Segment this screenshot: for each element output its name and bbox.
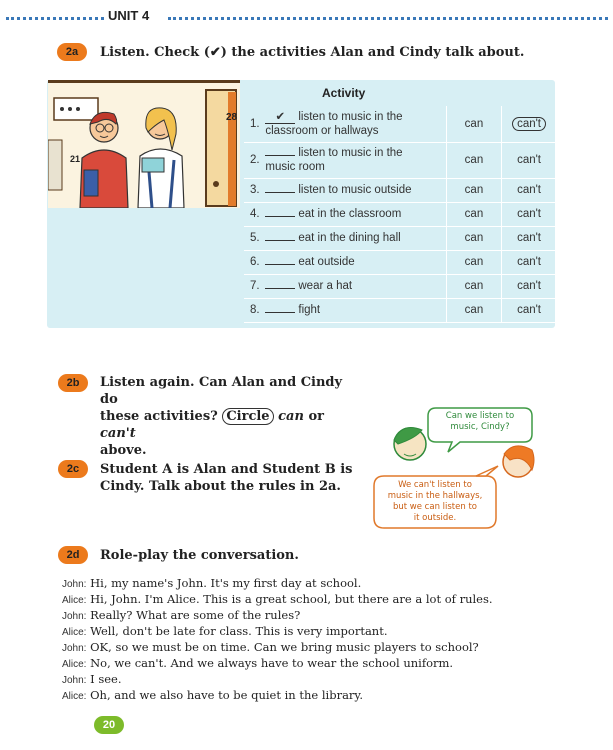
dialogue-line bbox=[62, 639, 582, 655]
page-number: 20 bbox=[94, 716, 124, 734]
utterance: No, we can't. And we always have to wear the school uniform. bbox=[90, 656, 454, 670]
instruction-2b-line2 bbox=[100, 408, 360, 442]
dialogue-line bbox=[62, 591, 582, 607]
activity-number: 7. bbox=[244, 274, 265, 298]
utterance: Hi, John. I'm Alice. This is a great school, but there are a lot of rules. bbox=[90, 592, 493, 606]
cant-label: can't bbox=[517, 208, 541, 220]
utterance: OK, so we must be on time. Can we bring music players to school? bbox=[90, 640, 479, 654]
can-word: can bbox=[278, 409, 304, 424]
speech-bubble-question bbox=[430, 411, 530, 433]
cant-label: can't bbox=[517, 232, 541, 244]
can-option[interactable] bbox=[446, 226, 501, 250]
can-label: can bbox=[464, 232, 484, 244]
cant-label: can't bbox=[517, 304, 541, 316]
speech-bubble-question-line2: music, Cindy? bbox=[450, 422, 510, 432]
can-option[interactable] bbox=[446, 106, 501, 142]
cant-option[interactable] bbox=[502, 178, 556, 202]
can-label: can bbox=[464, 154, 484, 166]
unit-dotted-rule-right bbox=[168, 17, 608, 20]
check-blank[interactable] bbox=[265, 288, 295, 289]
activity-text bbox=[265, 226, 446, 250]
unit-dotted-rule-left bbox=[6, 17, 104, 20]
activity-row bbox=[244, 202, 556, 226]
activity-text bbox=[265, 178, 446, 202]
instruction-2b-line1: Listen again. Can Alan and Cindy do bbox=[100, 375, 343, 407]
activity-text-line1: eat in the dining hall bbox=[298, 232, 401, 244]
cant-option[interactable] bbox=[502, 106, 556, 142]
activity-table bbox=[244, 106, 556, 323]
activity-number: 4. bbox=[244, 202, 265, 226]
speaker-name: Alice: bbox=[62, 659, 87, 670]
activity-number: 8. bbox=[244, 298, 265, 322]
speech-bubble-answer-line4: it outside. bbox=[413, 513, 457, 523]
dialogue-line bbox=[62, 575, 582, 591]
utterance: Hi, my name's John. It's my first day at school. bbox=[90, 576, 362, 590]
circle-word: Circle bbox=[222, 408, 273, 425]
cant-label: can't bbox=[517, 154, 541, 166]
can-option[interactable] bbox=[446, 178, 501, 202]
dialogue-line bbox=[62, 623, 582, 639]
activity-row bbox=[244, 274, 556, 298]
activity-text-line2: classroom or hallways bbox=[265, 124, 379, 137]
can-option[interactable] bbox=[446, 202, 501, 226]
cant-option[interactable] bbox=[502, 142, 556, 178]
instruction-2c-line1: Student A is Alan and Student B is bbox=[100, 462, 353, 477]
speech-bubble-answer-line2: music in the hallways, bbox=[387, 491, 483, 501]
check-blank[interactable] bbox=[265, 264, 295, 265]
section-badge-2d: 2d bbox=[58, 546, 88, 564]
utterance: Really? What are some of the rules? bbox=[90, 608, 301, 622]
can-label: can bbox=[464, 117, 484, 130]
cant-label: can't bbox=[517, 184, 541, 196]
dialogue-line bbox=[62, 655, 582, 671]
can-option[interactable] bbox=[446, 274, 501, 298]
can-label: can bbox=[464, 184, 484, 196]
cant-label: can't bbox=[517, 280, 541, 292]
activity-text-line1: listen to music outside bbox=[298, 184, 412, 196]
speech-bubble-question-line1: Can we listen to bbox=[445, 411, 515, 421]
can-option[interactable] bbox=[446, 298, 501, 322]
instruction-2b-text: these activities? bbox=[100, 409, 218, 424]
or-word: or bbox=[308, 409, 324, 424]
speaker-name: Alice: bbox=[62, 627, 87, 638]
can-label: can bbox=[464, 280, 484, 292]
activity-number: 5. bbox=[244, 226, 265, 250]
classroom-illustration bbox=[48, 80, 240, 208]
activity-text-line1: listen to music in the bbox=[298, 110, 403, 123]
speaker-name: John: bbox=[62, 611, 87, 622]
cant-label: can't bbox=[512, 117, 546, 131]
can-label: can bbox=[464, 256, 484, 268]
cant-option[interactable] bbox=[502, 250, 556, 274]
utterance: Oh, and we also have to be quiet in the library. bbox=[90, 688, 364, 702]
dialogue-line bbox=[62, 607, 582, 623]
utterance: Well, don't be late for class. This is very important. bbox=[90, 624, 388, 638]
activity-table-title: Activity bbox=[322, 86, 366, 100]
speaker-name: John: bbox=[62, 579, 87, 590]
cant-label: can't bbox=[517, 256, 541, 268]
student-b-head bbox=[503, 446, 534, 477]
student-a-head bbox=[394, 428, 426, 460]
instruction-2d: Role-play the conversation. bbox=[100, 548, 299, 563]
instruction-2c bbox=[100, 461, 352, 495]
activity-row bbox=[244, 298, 556, 322]
activity-number: 1. bbox=[244, 106, 265, 142]
speech-bubble-answer-line3: but we can listen to bbox=[392, 502, 477, 512]
activity-number: 2. bbox=[244, 142, 265, 178]
cant-word: can't bbox=[100, 426, 136, 441]
activity-text bbox=[265, 274, 446, 298]
dialogue bbox=[62, 575, 582, 703]
section-badge-2a: 2a bbox=[57, 43, 87, 61]
activity-row bbox=[244, 106, 556, 142]
cant-option[interactable] bbox=[502, 202, 556, 226]
unit-title: UNIT 4 bbox=[108, 8, 150, 23]
speaker-name: John: bbox=[62, 643, 87, 654]
activity-text-line2: music room bbox=[265, 161, 325, 173]
activity-text bbox=[265, 202, 446, 226]
activity-text-line1: wear a hat bbox=[298, 280, 353, 292]
activity-row bbox=[244, 178, 556, 202]
activity-row bbox=[244, 226, 556, 250]
speech-bubble-answer-line1: We can't listen to bbox=[398, 480, 472, 490]
door-number: 21 bbox=[70, 154, 81, 164]
activity-text-line1: listen to music in the bbox=[298, 147, 403, 159]
utterance: I see. bbox=[90, 672, 122, 686]
instruction-2a: Listen. Check (✔) the activities Alan and Cindy talk about. bbox=[100, 45, 525, 60]
activity-text bbox=[265, 142, 446, 178]
check-blank[interactable] bbox=[265, 240, 295, 241]
speech-bubble-answer bbox=[376, 480, 494, 524]
check-blank[interactable] bbox=[265, 312, 295, 313]
check-blank[interactable]: ✔ bbox=[265, 112, 295, 124]
section-badge-2c: 2c bbox=[58, 460, 88, 478]
activity-text-line1: fight bbox=[298, 304, 321, 316]
dialogue-line bbox=[62, 671, 582, 687]
check-blank[interactable] bbox=[265, 155, 295, 156]
activity-number: 6. bbox=[244, 250, 265, 274]
cant-option[interactable] bbox=[502, 298, 556, 322]
activity-row bbox=[244, 142, 556, 178]
activity-text-line1: eat in the classroom bbox=[298, 208, 402, 220]
instruction-2b bbox=[100, 374, 360, 459]
can-option[interactable] bbox=[446, 250, 501, 274]
check-blank[interactable] bbox=[265, 216, 295, 217]
speaker-name: John: bbox=[62, 675, 87, 686]
dialogue-line bbox=[62, 687, 582, 703]
section-badge-2b: 2b bbox=[58, 374, 88, 392]
can-label: can bbox=[464, 208, 484, 220]
check-blank[interactable] bbox=[265, 192, 295, 193]
can-option[interactable] bbox=[446, 142, 501, 178]
activity-text bbox=[265, 250, 446, 274]
speaker-name: Alice: bbox=[62, 595, 87, 606]
instruction-2b-line3: above. bbox=[100, 443, 147, 458]
activity-text bbox=[265, 106, 446, 142]
can-label: can bbox=[464, 304, 484, 316]
activity-number: 3. bbox=[244, 178, 265, 202]
activity-row bbox=[244, 250, 556, 274]
page-reference: 28 bbox=[226, 112, 238, 123]
instruction-2c-line2: Cindy. Talk about the rules in 2a. bbox=[100, 479, 341, 494]
cant-option[interactable] bbox=[502, 226, 556, 250]
activity-text-line1: eat outside bbox=[298, 256, 355, 268]
activity-text bbox=[265, 298, 446, 322]
speaker-name: Alice: bbox=[62, 691, 87, 702]
cant-option[interactable] bbox=[502, 274, 556, 298]
